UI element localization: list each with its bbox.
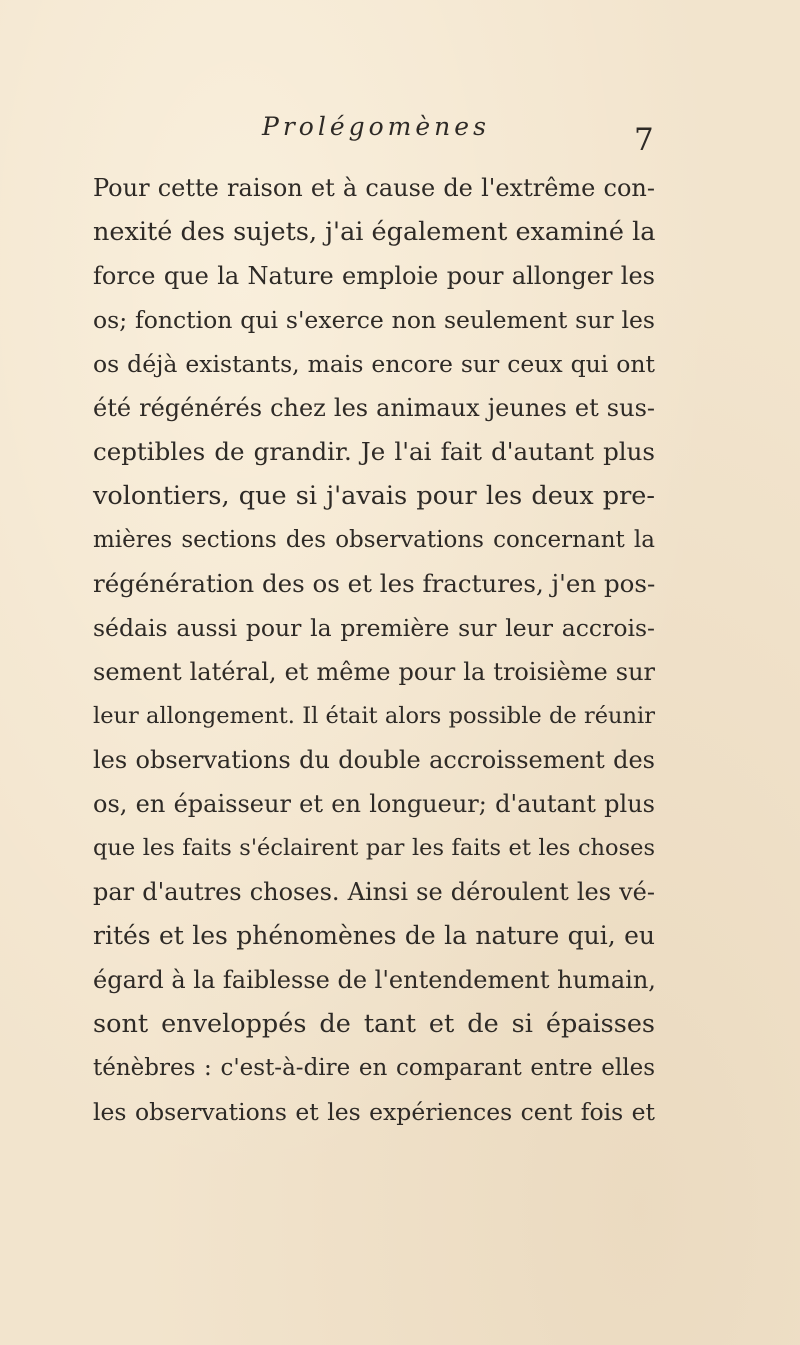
body-text bbox=[93, 166, 655, 1134]
text-line: rités et les phénomènes de la nature qui, eu bbox=[93, 921, 655, 950]
text-line: os, en épaisseur et en longueur; d'autant plus bbox=[93, 790, 655, 818]
text-line: leur allongement. Il était alors possible de réunir bbox=[93, 703, 655, 729]
text-line: sédais aussi pour la première sur leur accrois- bbox=[93, 614, 655, 642]
text-line: égard à la faiblesse de l'entendement humain, bbox=[93, 966, 656, 994]
text-line: force que la Nature emploie pour allonger les bbox=[93, 262, 655, 290]
page-number: 7 bbox=[634, 122, 654, 158]
text-line: nexité des sujets, j'ai également examiné la bbox=[93, 217, 656, 247]
text-line: sont enveloppés de tant et de si épaisses bbox=[93, 1009, 655, 1039]
running-title: Prolégomènes bbox=[262, 112, 490, 141]
text-line: volontiers, que si j'avais pour les deux pre- bbox=[93, 481, 655, 511]
text-line: Pour cette raison et à cause de l'extrême con- bbox=[93, 174, 655, 202]
text-line: sement latéral, et même pour la troisième sur bbox=[93, 658, 655, 686]
running-head bbox=[0, 112, 800, 158]
text-line: os; fonction qui s'exerce non seulement sur les bbox=[93, 306, 655, 334]
text-line: par d'autres choses. Ainsi se déroulent les vé- bbox=[93, 878, 655, 906]
text-line: les observations et les expériences cent fois et bbox=[93, 1098, 655, 1126]
text-line: ceptibles de grandir. Je l'ai fait d'autant plus bbox=[93, 437, 655, 466]
text-line: mières sections des observations concernant la bbox=[93, 527, 655, 553]
text-line: les observations du double accroissement des bbox=[93, 746, 655, 774]
text-line: été régénérés chez les animaux jeunes et sus- bbox=[93, 394, 655, 422]
text-line: ténèbres : c'est-à-dire en comparant entre elles bbox=[93, 1055, 655, 1081]
text-line: os déjà existants, mais encore sur ceux qui ont bbox=[93, 350, 655, 378]
text-line: que les faits s'éclairent par les faits et les choses bbox=[93, 835, 655, 861]
text-line: régénération des os et les fractures, j'en pos- bbox=[93, 569, 656, 598]
